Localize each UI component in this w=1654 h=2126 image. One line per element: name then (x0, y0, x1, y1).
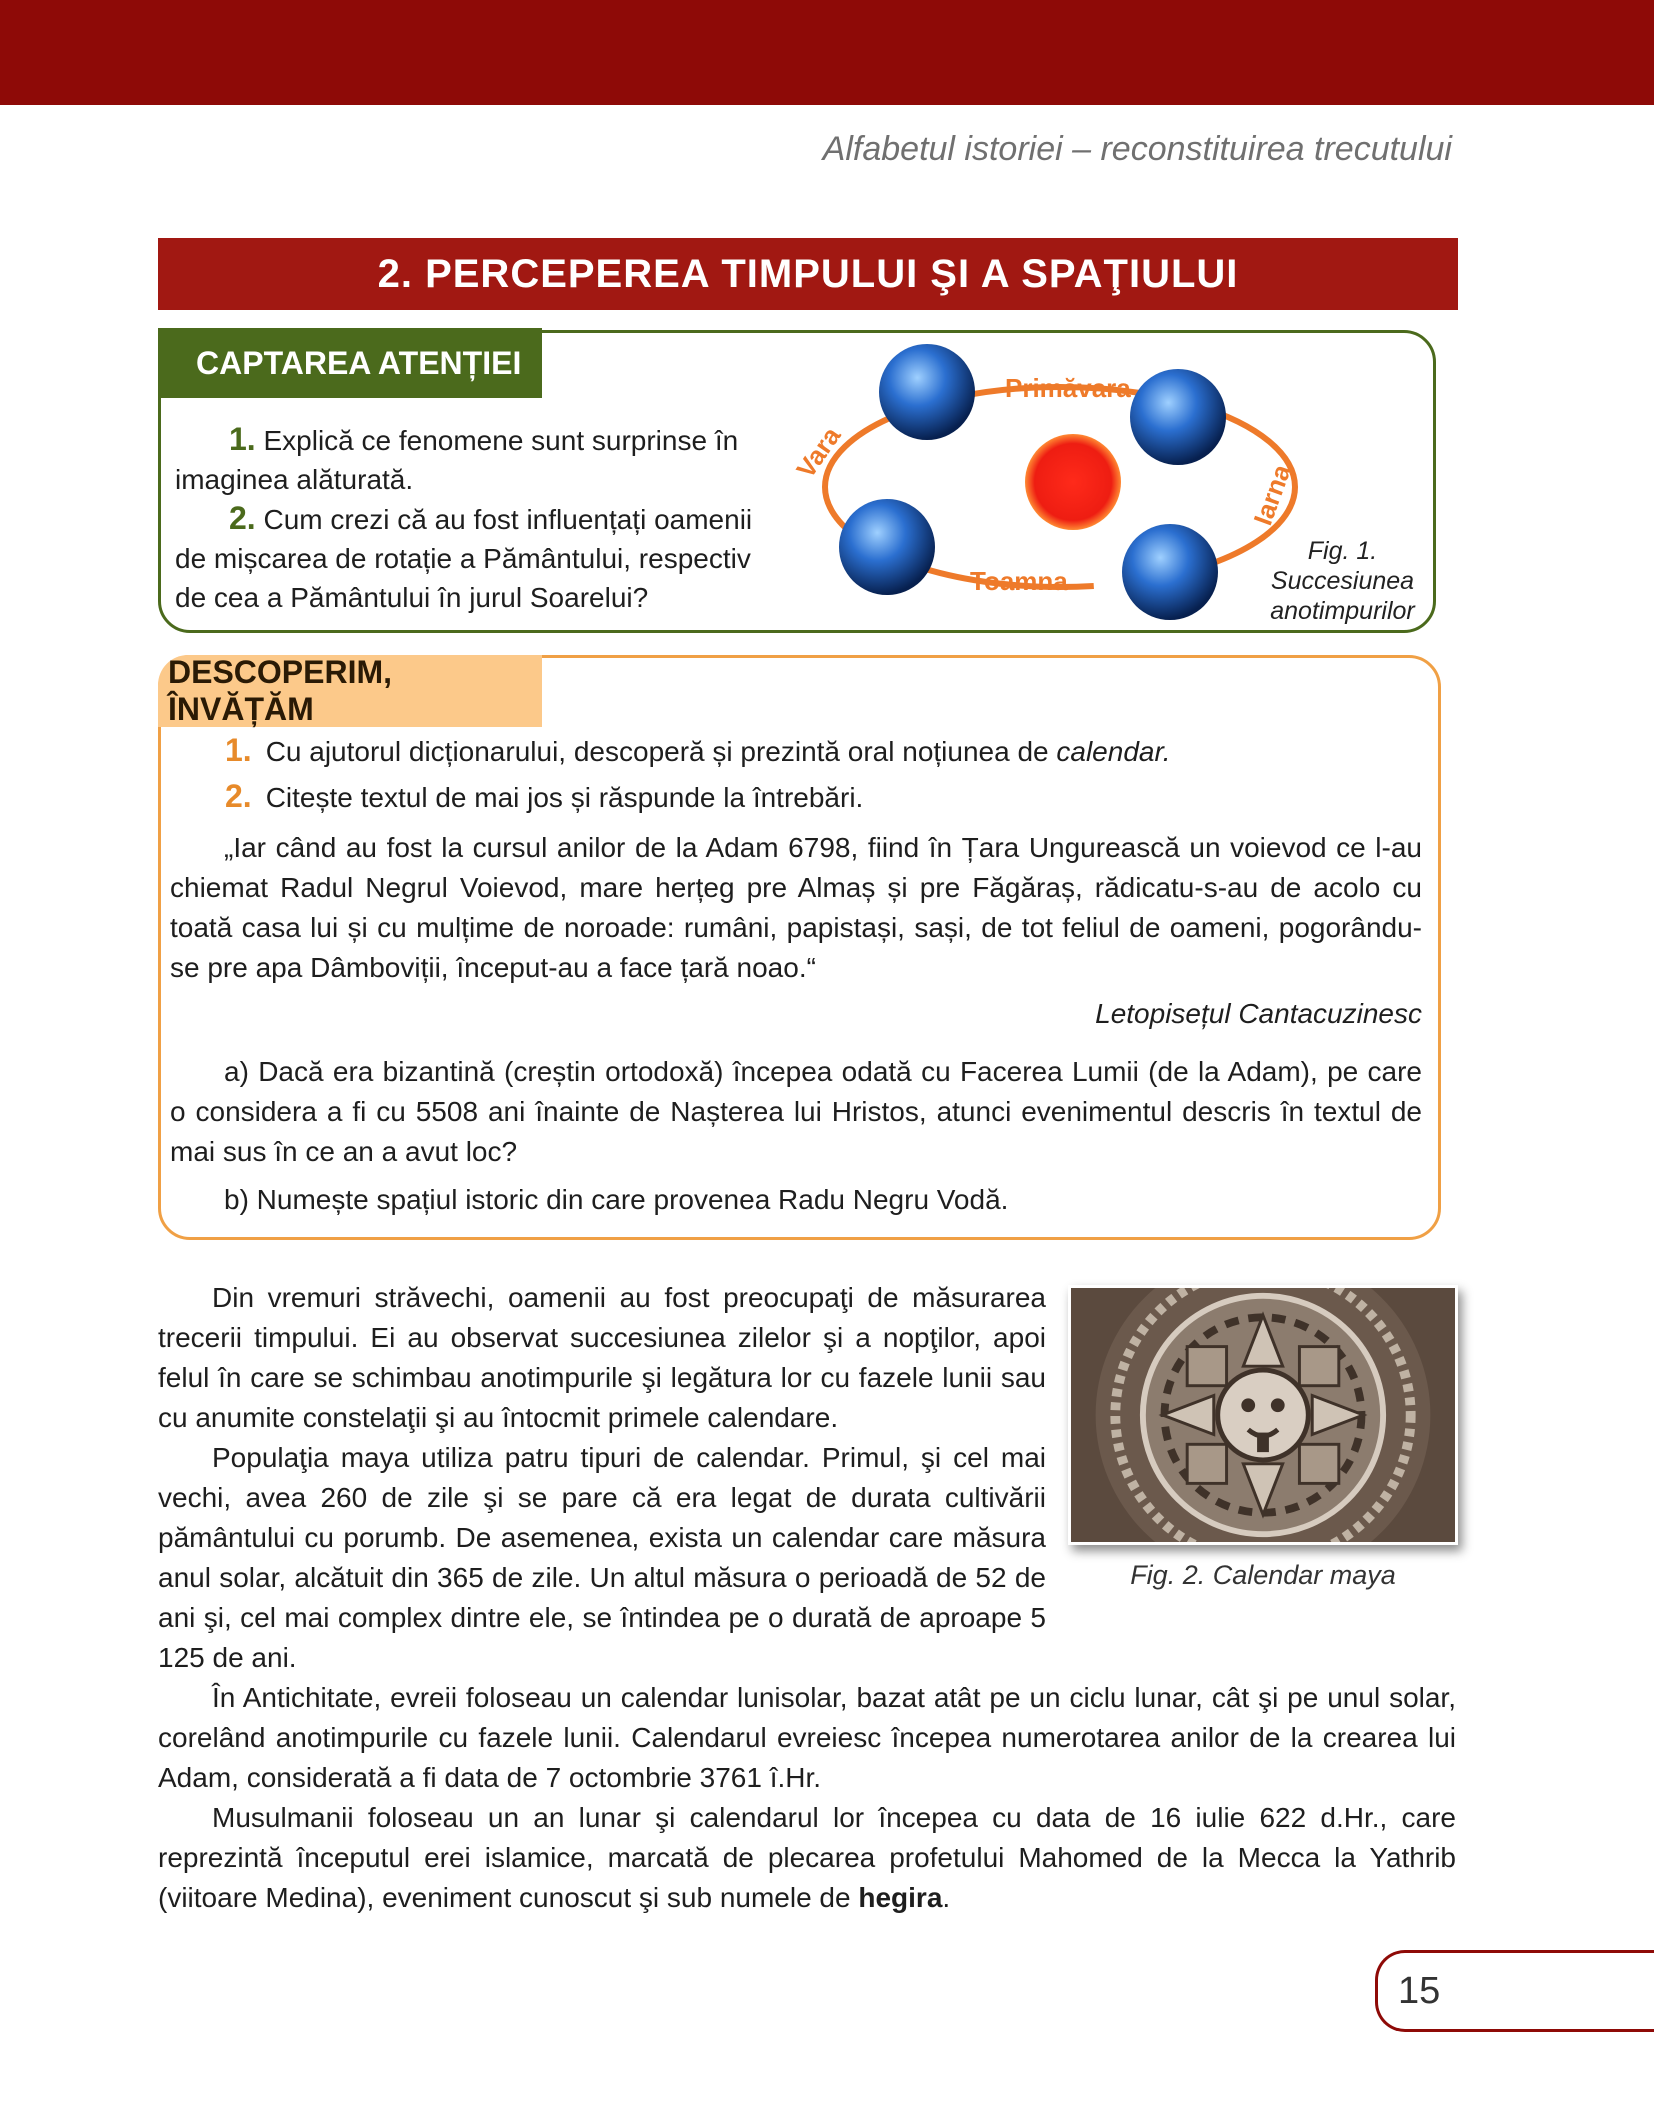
running-head: Alfabetul istoriei – reconstituirea trecutului (822, 130, 1452, 168)
top-band (0, 0, 1654, 105)
question-text: Cum crezi că au fost influențați oamenii de mișcarea de rotație a Pământului, respectiv de cea a Pământului în jurul Soarelui? (175, 504, 753, 613)
question-b-text: b) Numește spațiul istoric din care provenea Radu Negru Vodă. (224, 1184, 1009, 1215)
label-primavara: Primăvara (1005, 373, 1131, 403)
seasons-diagram (790, 332, 1330, 632)
item-emphasis: calendar. (1056, 736, 1171, 767)
question-a-text: a) Dacă era bizantină (creștin ortodoxă) începea odată cu Facerea Lumii (de la Adam), pe care o considera a fi cu 5508 ani înainte de Nașterea lui Hristos, atunci evenimentul descris în textul de mai sus în ce an a avut loc? (170, 1056, 1422, 1167)
hegira-term: hegira (858, 1882, 943, 1913)
fig2-caption: Fig. 2. Calendar maya (1130, 1560, 1396, 1590)
section-title: 2. PERCEPEREA TIMPULUI ŞI A SPAŢIULUI (158, 238, 1458, 310)
label-toamna: Toamna (970, 566, 1068, 596)
question-number: 1. (229, 421, 256, 457)
question-number: 2. (229, 500, 256, 536)
question-text: Explică ce fenomene sunt surprinse în imaginea alăturată. (175, 425, 739, 495)
descoperim-item-1 (225, 732, 1171, 769)
quote-source: Letopisețul Cantacuzinesc (1095, 998, 1422, 1029)
page-number: 15 (1375, 1950, 1654, 2032)
captarea-question-1 (175, 420, 775, 499)
captarea-question-2 (175, 499, 775, 617)
caption-line: anotimpurilor (1270, 597, 1415, 625)
question-a (170, 1052, 1422, 1172)
body-paragraph-4 (158, 1798, 1456, 1918)
item-number: 2. (225, 778, 252, 814)
descoperim-heading: DESCOPERIM, ÎNVĂȚĂM (158, 655, 542, 727)
body-text (158, 1278, 1456, 1918)
item-text: Citește textul de mai jos și răspunde la întrebări. (265, 782, 864, 813)
body-paragraph-4-text: Musulmanii foloseau un an lunar şi calendarul lor începea cu data de 16 iulie 622 d.Hr., care reprezintă începutul erei islamice, marcată de plecarea profetului Mahomed de la Mecca la Yathrib (viitoare Medina), eveniment cunoscut şi sub numele de (158, 1802, 1456, 1913)
descoperim-item-2 (225, 778, 863, 815)
body-paragraph-2: Populaţia maya utiliza patru tipuri de calendar. Primul, şi cel mai vechi, avea 260 de zile şi se pare că era legat de durata cultivării pământului cu porumb. De asemenea, exista un calendar care măsura anul solar, alcătuit din 365 de zile. Un altul măsura o perioadă de 52 de ani şi, cel mai complex dintre ele, se întindea pe o durată de aproape 5 125 de ani. (158, 1442, 1046, 1673)
caption-line: Succesiunea (1270, 567, 1415, 595)
fig1-caption (1250, 536, 1435, 626)
body-paragraph-1: Din vremuri străvechi, oamenii au fost preocupaţi de măsurarea trecerii timpului. Ei au observat succesiunea zilelor şi a nopţilor, apoi felul în care se schimbau anotimpurile şi legătura lor cu fazele lunii sau cu anumite constelaţii şi au întocmit primele calendare. (158, 1282, 1046, 1433)
item-number: 1. (225, 732, 252, 768)
label-iarna: Iarna (1247, 460, 1297, 530)
captarea-heading: CAPTAREA ATENȚIEI (158, 328, 542, 398)
quote-text: „Iar când au fost la cursul anilor de la Adam 6798, fiind în Țara Ungurească un voievod ce l-au chiemat Radul Negrul Voievod, mare herțeg pre Almaș și pre Făgăraș, rădicatu-s-au de acolo cu toată casa lui și cu mulțime de noroade: rumâni, papistași, sași, de tot feliul de oameni, pogorându-se pre apa Dâmboviții, început-au a face țară noao.“ (170, 832, 1422, 983)
item-text: Cu ajutorul dicționarului, descoperă și prezintă oral noțiunea de (265, 736, 1057, 767)
body-paragraph-3: În Antichitate, evreii foloseau un calendar lunisolar, bazat atât pe un ciclu lunar, cât şi pe unul solar, corelând anotimpurile cu fazele lunii. Calendarul evreiesc începea numerotarea anilor de la crearea lui Adam, considerată a fi data de 7 octombrie 3761 î.Hr. (158, 1682, 1456, 1793)
body-paragraph-4-end: . (942, 1882, 951, 1913)
question-b (170, 1180, 1422, 1220)
caption-line: Fig. 1. (1307, 537, 1378, 565)
sun-icon (1025, 434, 1121, 530)
captarea-questions (175, 420, 775, 617)
quote-paragraph (170, 828, 1422, 988)
label-vara: Vara (790, 421, 847, 484)
